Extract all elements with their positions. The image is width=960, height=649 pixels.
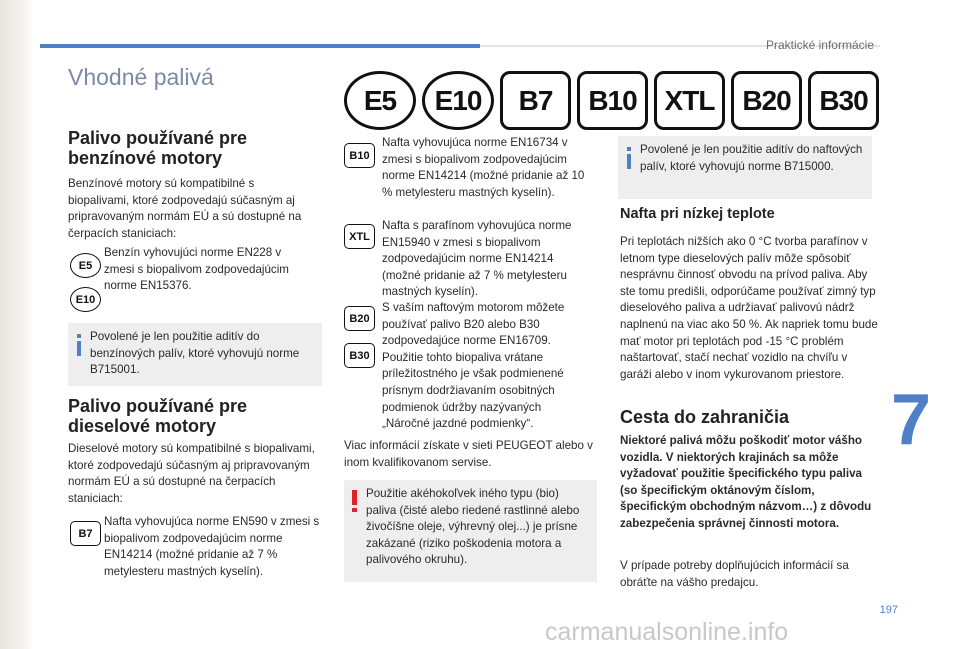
- petrol-intro: Benzínové motory sú kompatibilné s biopalivami, ktoré zodpovedajú súčasným aj pripravovaným normám EÚ a sú dostupné na čerpacích staniciach:: [68, 177, 302, 240]
- chapter-number: 7: [891, 380, 932, 460]
- b10-description: Nafta vyhovujúca norme EN16734 v zmesi s biopalivom zodpovedajúcim norme EN14214 (možné pridanie až 10 % metylesteru mastných kyselín).: [382, 136, 585, 199]
- warning-icon: [352, 490, 357, 512]
- petrol-info-text: Povolené je len použitie aditív do benzínových palív, ktoré vyhovujú norme B715001.: [90, 330, 300, 377]
- fuel-badge-b20: B20: [731, 71, 802, 130]
- fuel-badge-b30: B30: [808, 71, 879, 130]
- diesel-info-box: [618, 136, 872, 199]
- b7-description: Nafta vyhovujúca norme EN590 v zmesi s biopalivom zodpovedajúcim norme EN14214 (možné pridanie až 7 % metylesteru mastných kyselín).: [104, 515, 320, 578]
- fuel-badge-b7: B7: [500, 71, 571, 130]
- mini-badge-xtl: XTL: [344, 224, 375, 249]
- section-label: Praktické informácie: [765, 38, 874, 52]
- fuel-badge-b10: B10: [577, 71, 648, 130]
- fuel-warning-box: [344, 480, 597, 582]
- watermark: carmanualsonline.info: [545, 618, 789, 646]
- diesel-intro: Dieselové motory sú kompatibilné s biopalivami, ktoré zodpovedajú súčasným aj pripravovaným normám EÚ a sú dostupné na čerpacích staniciach:: [68, 442, 315, 505]
- fuel-badge-e5: E5: [344, 71, 416, 130]
- mini-badge-b7: B7: [70, 521, 101, 546]
- petrol-info-box: [68, 323, 322, 386]
- page-title: Vhodné palivá: [68, 64, 214, 90]
- fuel-badge-xtl: XTL: [654, 71, 725, 130]
- mini-badge-b30: B30: [344, 343, 375, 368]
- left-decorative-strip: [0, 0, 34, 649]
- mini-badge-b10: B10: [344, 143, 375, 168]
- mini-badge-b20: B20: [344, 306, 375, 331]
- petrol-heading: Palivo používané pre benzínové motory: [68, 128, 248, 168]
- mini-badge-e10: E10: [70, 287, 101, 312]
- b20-b30-description: S vaším naftovým motorom môžete používať palivo B20 alebo B30 zodpovedajúce norme EN16709. Použitie tohto biopaliva vrátane príležitostného je však podmienené prísnym dodržiavaním osobitných podmienok údržby nazývaných „Náročné jazdné podmienky“.: [382, 301, 565, 431]
- abroad-heading: Cesta do zahraničia: [620, 407, 790, 427]
- fuel-badge-row: [344, 71, 879, 130]
- abroad-warning-text: Niektoré palivá môžu poškodiť motor vášho vozidla. V niektorých krajinách sa môže vyžadovať použitie špecifického typu paliva (so špecifickým oktánovým číslom, špecifickým obchodným názvom…) z dôvodu zabezpečenia správnej činnosti motora.: [620, 434, 872, 530]
- xtl-description: Nafta s parafínom vyhovujúca norme EN15940 v zmesi s biopalivom zodpovedajúcim norme EN14214 (možné pridanie až 7 % metylesteru mastných kyselín).: [382, 219, 572, 299]
- info-icon: [627, 147, 631, 169]
- fuel-badge-e10: E10: [422, 71, 494, 130]
- abroad-contact-text: V prípade potreby doplňujúcich informácií sa obráťte na vášho predajcu.: [620, 559, 849, 589]
- e5-e10-description: Benzín vyhovujúci norme EN228 v zmesi s biopalivom zodpovedajúcim norme EN15376.: [104, 246, 289, 293]
- header-accent-bar: [40, 44, 480, 48]
- mini-badge-e5: E5: [70, 253, 101, 278]
- diesel-heading: Palivo používané pre dieselové motory: [68, 396, 248, 436]
- page-number: 197: [879, 604, 898, 616]
- info-icon: [77, 334, 81, 356]
- low-temp-text: Pri teplotách nižších ako 0 °C tvorba parafínov v letnom type dieselových palív môže spôsobiť nesprávnu činnosť obvodu na prívod paliva. Aby ste tomu predišli, odporúčame používať zimný typ dieselového paliva a udržiavať palivovú nádrž naplnenú na viac ako 50 %. Ak napriek tomu bude mať motor pri teplotách pod -15 °C problém naštartovať, stačí nechať vozidlo na chvíľu v garáži alebo v inom vykurovanom priestore.: [620, 235, 878, 381]
- more-info-text: Viac informácií získate v sieti PEUGEOT alebo v inom kvalifikovanom servise.: [344, 439, 593, 469]
- diesel-info-text: Povolené je len použitie aditív do naftových palív, ktoré vyhovujú norme B715000.: [640, 143, 863, 173]
- low-temp-heading: Nafta pri nízkej teplote: [620, 206, 775, 222]
- fuel-warning-text: Použitie akéhokoľvek iného typu (bio) paliva (čisté alebo riedené rastlinné alebo živočíšne oleje, výhrevný olej...) je prísne zakázané (riziko poškodenia motora a palivového okruhu).: [366, 487, 580, 567]
